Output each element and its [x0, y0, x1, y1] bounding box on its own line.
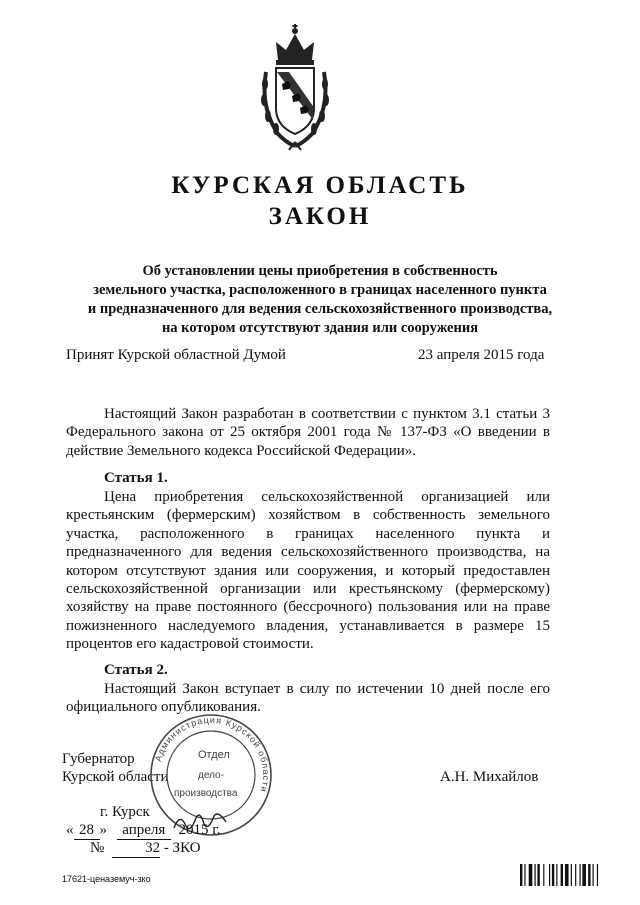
issue-month: апреля [117, 821, 171, 840]
footer-document-code: 17621-ценаземуч-зко [62, 874, 151, 884]
stamp-inner-line-1: Отдел [198, 749, 230, 761]
stamp-inner-line-2: дело- [198, 770, 224, 781]
law-number [90, 839, 201, 858]
article-2-heading: Статья 2. [104, 662, 168, 678]
barcode-icon [520, 864, 620, 886]
subject-line-2: земельного участка, расположенного в границах населенного пункта [93, 282, 547, 298]
region-title: КУРСКАЯ ОБЛАСТЬ [171, 172, 469, 199]
law-number-suffix: - ЗКО [163, 840, 201, 856]
subject-line-3: и предназначенного для ведения сельскохозяйственного производства, [87, 301, 553, 317]
coat-of-arms-icon [256, 22, 334, 152]
signer-name: А.Н. Михайлов [440, 769, 539, 785]
stamp-inner-line-3: производства [174, 788, 238, 799]
law-number-value: 32 [112, 839, 160, 858]
law-number-label: № [90, 840, 105, 856]
subject-line-4: на котором отсутствуют здания или сооружения [161, 320, 479, 336]
issue-city: г. Курск [100, 804, 150, 820]
issue-date: « 28 » апреля 2015 г. [66, 822, 221, 838]
subject-line-1: Об установлении цены приобретения в собственность [142, 263, 498, 279]
preamble-paragraph: Настоящий Закон разработан в соответствии с пунктом 3.1 статьи 3 Федерального закона от 25 октября 2001 года № 137-ФЗ «О введении в действие Земельного кодекса Российской Федерации». [66, 406, 550, 459]
article-2-text: Настоящий Закон вступает в силу по истечении 10 дней после его официального опубликования. [66, 681, 550, 716]
issue-day: 28 [74, 821, 100, 840]
article-1-text: Цена приобретения сельскохозяйственной организацией или крестьянским (фермерским) хозяйством в собственность земельного участка, расположенного в границах населенного пункта и предназначенного для ведения сельскохозяйственного производства, на котором отсутствуют здания или сооружения, и который предоставлен сельскохозяйственной организации или крестьянскому (фермерскому) хозяйству на праве постоянного (бессрочного) пользования или на праве пожизненного наследуемого владения, устанавливается в размере 15 процентов его кадастровой стоимости. [66, 489, 550, 653]
adoption-date: 23 апреля 2015 года [418, 347, 545, 363]
stamp-outer-text: Администрация Курской области [152, 714, 272, 795]
adopted-by: Принят Курской областной Думой [66, 347, 286, 363]
signer-position-line-1: Губернатор [62, 751, 135, 767]
issue-year: 2015 г. [178, 822, 221, 838]
article-1-heading: Статья 1. [104, 470, 168, 486]
signer-position-line-2: Курской области [62, 769, 169, 785]
document-type-title: ЗАКОН [268, 203, 372, 230]
